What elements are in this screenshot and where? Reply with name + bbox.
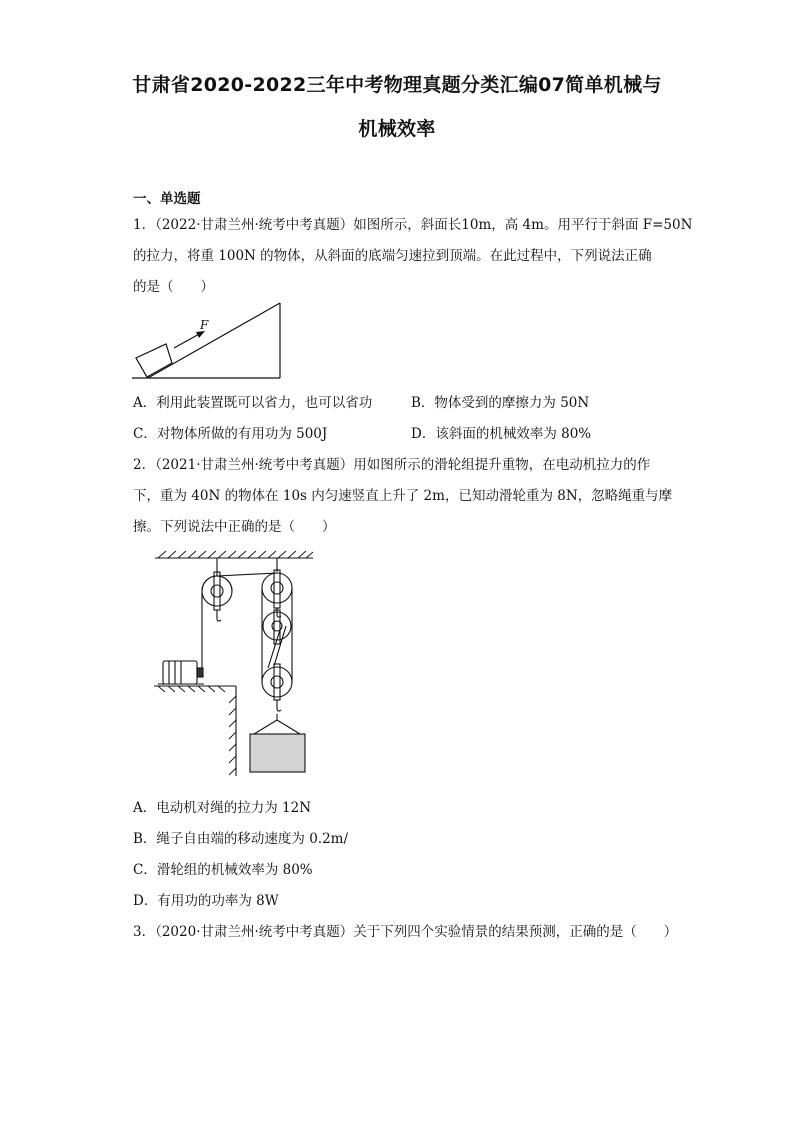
q3-stem-line1: 3．（2020·甘肃兰州·统考中考真题）关于下列四个实验情景的结果预测，正确的是（ ） xyxy=(133,924,678,940)
q2-option-c: C．滑轮组的机械效率为 80% xyxy=(133,862,313,878)
q2-option-d: D．有用功的功率为 8W xyxy=(133,893,279,909)
force-label: F xyxy=(200,318,209,332)
incline-figure xyxy=(130,300,290,382)
document-title-line2: 机械效率 xyxy=(358,118,436,140)
q1-stem-line1: 1．（2022·甘肃兰州·统考中考真题）如图所示，斜面长10m，高 4m。用平行于斜面 F=50N xyxy=(133,217,693,233)
q2-stem-line3: 擦。下列说法中正确的是（ ） xyxy=(133,519,336,535)
q1-stem-line3: 的是（ ） xyxy=(133,279,214,295)
section-heading: 一、单选题 xyxy=(133,191,201,207)
pulley-figure xyxy=(150,548,320,776)
q1-option-a: A．利用此装置既可以省力，也可以省功 xyxy=(133,395,373,411)
q2-stem-line2: 下，重为 40N 的物体在 10s 内匀速竖直上升了 2m，已知动滑轮重为 8N，忽略绳重与摩 xyxy=(133,488,673,504)
q2-stem-line1: 2．（2021·甘肃兰州·统考中考真题）用如图所示的滑轮组提升重物，在电动机拉力的作 xyxy=(133,457,651,473)
document-title-line1: 甘肃省2020-2022三年中考物理真题分类汇编07简单机械与 xyxy=(132,74,662,96)
q1-stem-line2: 的拉力，将重 100N 的物体，从斜面的底端匀速拉到顶端。在此过程中，下列说法正确 xyxy=(133,248,652,264)
q2-option-b: B．绳子自由端的移动速度为 0.2m/ xyxy=(133,831,349,847)
q1-option-d: D．该斜面的机械效率为 80% xyxy=(411,426,592,442)
q1-option-b: B．物体受到的摩擦力为 50N xyxy=(411,395,590,411)
q2-option-a: A．电动机对绳的拉力为 12N xyxy=(133,800,312,816)
q1-option-c: C．对物体所做的有用功为 500J xyxy=(133,426,328,442)
